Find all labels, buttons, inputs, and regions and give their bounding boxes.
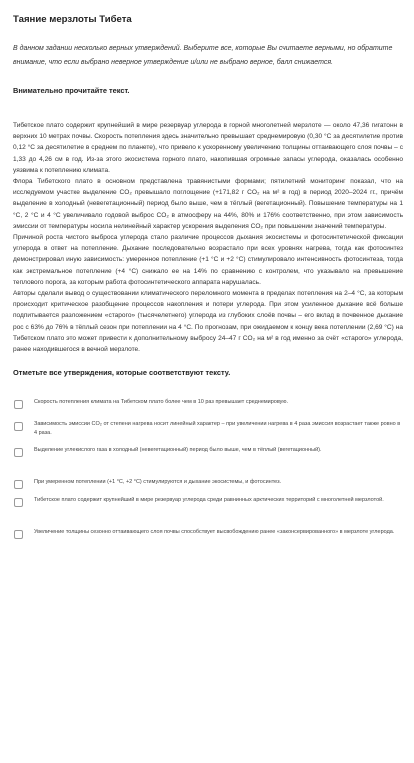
answer-checkbox-3[interactable] bbox=[14, 448, 23, 457]
answer-option-5[interactable] bbox=[13, 496, 403, 528]
article-paragraph-2: Флора Тибетского плато в основном представлена травянистыми формами; пятилетний мониторинг показал, что на исследуемом участке выделение CO₂ превышало поглощение (+171,82 г CO₂ на м² в год) в период 2020–2024 гг., причём выделение в холодный (невегетационный) период было выше, чем в тёплый (вегетационный). Повышение температуры на 1 °С, 2 °С и 4 °С увеличивало годовой выброс CO₂ в атмосферу на 44%, 80% и 176% соответственно, при этом зависимость эмиссии от температуры носила нелинейный характер ускорения выделения CO₂ при повышении значений температуры. bbox=[13, 178, 403, 230]
answer-label-1: Скорость потепления климата на Тибетском плато более чем в 10 раз превышает среднемировую. bbox=[34, 399, 289, 406]
article-paragraph-3: Причиной роста чистого выброса углерода стало различие процессов дыхания экосистемы и фотосинтетической фиксации углерода в ответ на потепление. Дыхание последовательно возрастало при всех уровнях нагрева, тогда как фотосинтез демонстрировал иную зависимость: умеренное потепление (+1 °С и +2 °С) стимулировало интенсивность фотосинтеза, тогда как экстремальное потепление (+4 °С) снижало ее на 14% по сравнению с контролем, что указывало на превышение теплового порога, за которым работа фотосинтетического аппарата нарушалась. bbox=[13, 234, 403, 286]
question-heading: Отметьте все утверждения, которые соответствуют тексту. bbox=[13, 368, 231, 378]
answer-label-4: При умеренном потеплении (+1 °С, +2 °С) стимулируются и дыхание экосистемы, и фотосинтез. bbox=[34, 479, 282, 486]
answer-label-3: Выделение углекислого газа в холодный (невегетационный) период было выше, чем в тёплый (вегетационный). bbox=[34, 447, 322, 454]
answer-checkbox-4[interactable] bbox=[14, 480, 23, 489]
answer-option-4[interactable] bbox=[13, 478, 403, 496]
article-text bbox=[13, 120, 403, 355]
answer-option-6[interactable] bbox=[13, 528, 403, 539]
answer-option-3[interactable] bbox=[13, 446, 403, 478]
answer-option-1[interactable] bbox=[13, 398, 403, 420]
answer-checkbox-6[interactable] bbox=[14, 530, 23, 539]
answer-checkbox-1[interactable] bbox=[14, 400, 23, 409]
task-instruction: В данном задании несколько верных утверждений. Выберите все, которые Вы считаете верными, но обратите внимание, что если выбрано неверное утверждение и/или не выбрано верное, балл снижается. bbox=[13, 45, 393, 66]
answer-checkbox-2[interactable] bbox=[14, 422, 23, 431]
answer-label-2: Зависимость эмиссии CO₂ от степени нагрева носит линейный характер – при увеличении нагрева в 4 раза эмиссия возрастает также ровно в 4 раза. bbox=[34, 421, 401, 436]
article-paragraph-4: Авторы сделали вывод о существовании климатического переломного момента в пределах потепления на 2–4 °С, за которым происходит критическое разобщение процессов накопления и потери углерода. При этом усиленное дыхание всё больше подпитывается разложением «старого» (тысячелетнего) углерода из глубоких слоёв почвы – его вклад в почвенное дыхание рос с 63% до 76% в тёплый сезон при потеплении на 4 °С. По прогнозам, при ожидаемом к концу века потеплении (2,69 °С) на Тибетском плато это может привести к дополнительному выбросу 24–47 г CO₂ на м² в год именно за счёт «старого» углерода, ранее находившегося в вечной мерзлоте. bbox=[13, 290, 403, 354]
article-paragraph-1: Тибетское плато содержит крупнейший в мире резервуар углерода в горной многолетней мерзлоте — около 47,36 гигатонн в верхних 10 метрах почвы. Скорость потепления здесь значительно превышает среднемировую (0,30 °С за десятилетие против 0,12 °С за десятилетие в среднем по планете), что привело к ускоренному увеличению толщины оттаивающего слоя почвы – с 1,33 до 4,26 см в год. Из-за этого экосистема горного плато, накопившая огромные запасы углерода, оказалась особенно уязвима к потеплению климата. bbox=[13, 122, 403, 174]
answer-checkbox-5[interactable] bbox=[14, 498, 23, 507]
read-heading: Внимательно прочитайте текст. bbox=[13, 86, 130, 95]
answer-label-6: Увеличение толщины сезонно оттаивающего слоя почвы способствует высвобождению ранее «законсервированного» в мерзлоте углерода. bbox=[34, 529, 395, 536]
answer-label-5: Тибетское плато содержит крупнейший в мире резервуар углерода среди равнинных арктических территорий с многолетней мерзлотой. bbox=[34, 497, 384, 504]
answer-options bbox=[13, 398, 403, 539]
answer-option-2[interactable] bbox=[13, 420, 403, 446]
task-title: Таяние мерзлоты Тибета bbox=[13, 14, 132, 25]
